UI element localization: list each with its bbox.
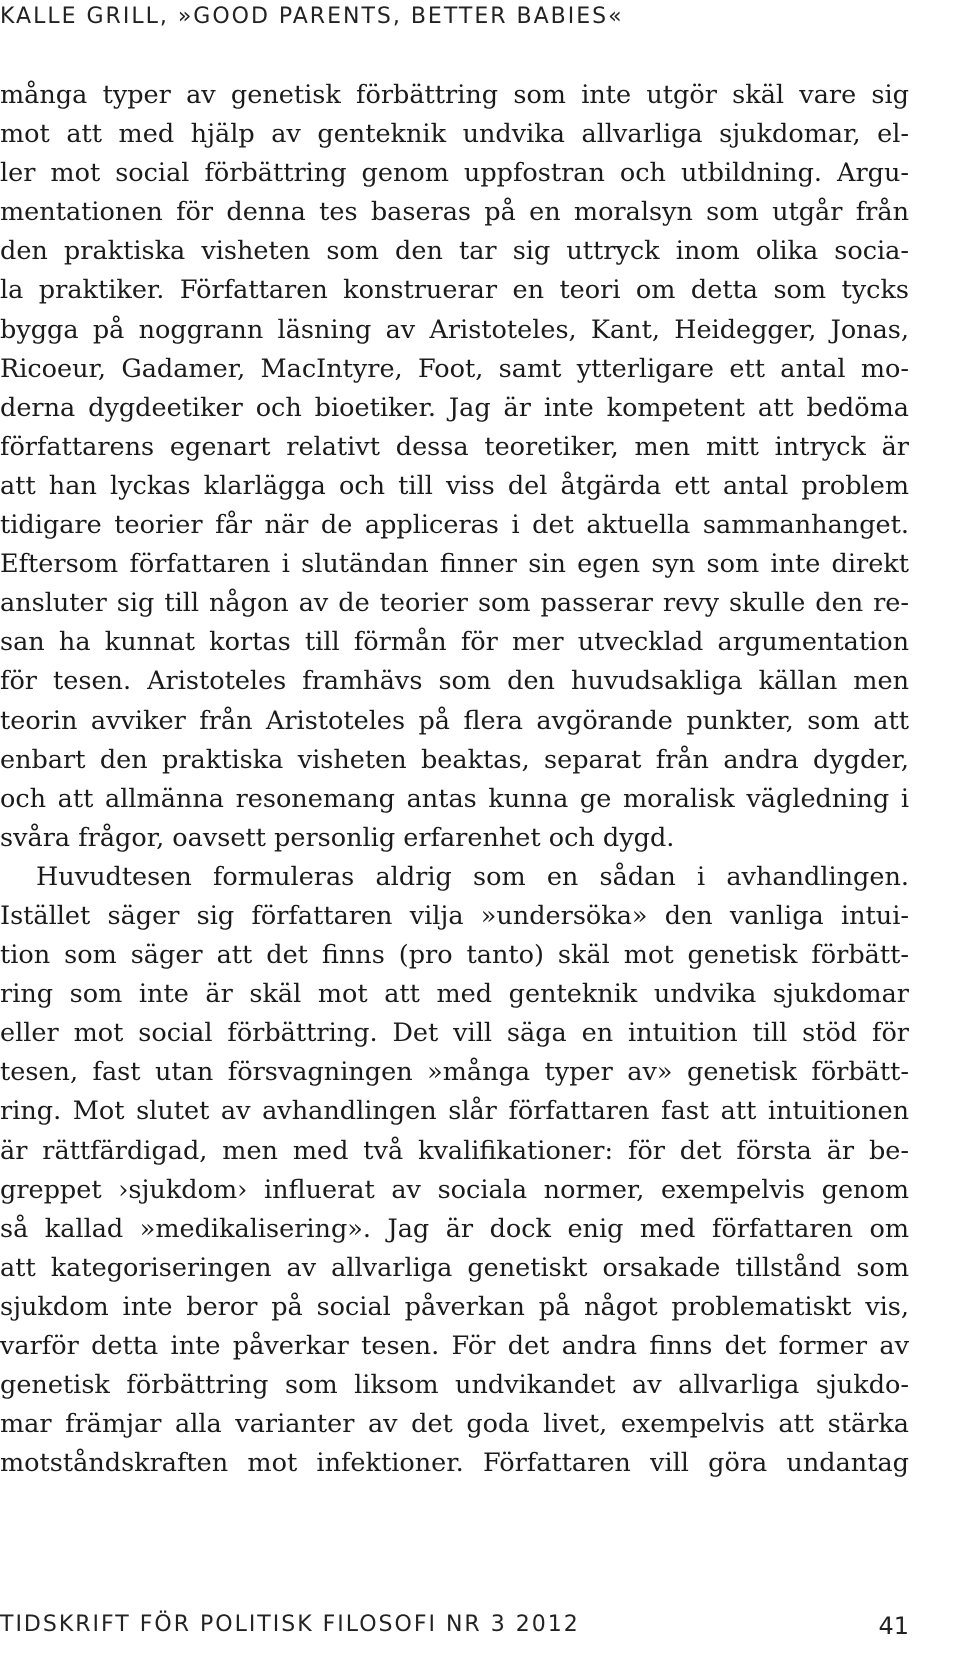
text-line: tion som säger att det finns (pro tanto) skäl mot genetisk förbätt- [0,940,909,971]
journal-title: TIDSKRIFT FÖR POLITISK FILOSOFI NR 3 2012 [0,1612,580,1637]
text-line: för tesen. Aristoteles framhävs som den huvudsakliga källan men [0,666,909,697]
text-line: många typer av genetisk förbättring som inte utgör skäl vare sig [0,80,909,110]
text-line: Ricoeur, Gadamer, MacIntyre, Foot, samt ytterligare ett antal mo- [0,353,909,384]
text-line: att kategoriseringen av allvarliga genetiskt orsakade tillstånd som [0,1252,909,1283]
page-number: 41 [878,1612,909,1640]
text-line: ansluter sig till någon av de teorier som passerar revy skulle den re- [0,588,909,619]
text-line: san ha kunnat kortas till förmån för mer utvecklad argumentation [0,627,909,658]
text-line: motståndskraften mot infektioner. Författaren vill göra undantag [0,1448,909,1479]
text-line: den praktiska visheten som den tar sig uttryck inom olika socia- [0,236,909,267]
text-line: varför detta inte påverkar tesen. För det andra finns det former av [0,1331,909,1361]
text-line: så kallad »medikalisering». Jag är dock enig med författaren om [0,1213,909,1244]
text-line: greppet ›sjukdom› influerat av sociala normer, exempelvis genom [0,1174,909,1205]
text-line: tidigare teorier får när de appliceras i det aktuella sammanhanget. [0,510,909,541]
text-line: Istället säger sig författaren vilja »undersöka» den vanliga intui- [0,900,909,931]
text-line: mot att med hjälp av genteknik undvika allvarliga sjukdomar, el- [0,119,909,150]
text-line: svåra frågor, oavsett personlig erfarenhet och dygd. [0,822,675,853]
text-line: ler mot social förbättring genom uppfostran och utbildning. Argu- [0,158,909,189]
text-line: ring. Mot slutet av avhandlingen slår författaren fast att intuitionen [0,1096,909,1127]
text-line: Huvudtesen formuleras aldrig som en sådan i avhandlingen. [36,861,909,892]
text-line: tesen, fast utan försvagningen »många typer av» genetisk förbätt- [0,1057,909,1088]
text-line: Eftersom författaren i slutändan finner sin egen syn som inte direkt [0,549,909,580]
text-line: la praktiker. Författaren konstruerar en teori om detta som tycks [0,275,909,306]
text-line: derna dygdeetiker och bioetiker. Jag är inte kompetent att bedöma [0,392,909,423]
text-line: mentationen för denna tes baseras på en moralsyn som utgår från [0,197,909,228]
text-line: enbart den praktiska visheten beaktas, separat från andra dygder, [0,744,909,775]
text-line: ring som inte är skäl mot att med genteknik undvika sjukdomar [0,979,909,1010]
paragraph [0,76,909,858]
text-line: författarens egenart relativt dessa teoretiker, men mitt intryck är [0,431,909,462]
paragraph [0,858,909,1484]
text-line: att han lyckas klarlägga och till viss del åtgärda ett antal problem [0,470,909,501]
running-head: KALLE GRILL, »GOOD PARENTS, BETTER BABIES« [0,4,624,29]
body-text [0,76,909,1483]
text-line: och att allmänna resonemang antas kunna ge moralisk vägledning i [0,783,909,814]
text-line: teorin avviker från Aristoteles på flera avgörande punkter, som att [0,705,909,736]
text-line: är rättfärdigad, men med två kvalifikationer: för det första är be- [0,1135,909,1166]
text-line: sjukdom inte beror på social påverkan på något problematiskt vis, [0,1291,909,1322]
text-line: mar främjar alla varianter av det goda livet, exempelvis att stärka [0,1409,909,1440]
text-line: eller mot social förbättring. Det vill säga en intuition till stöd för [0,1018,909,1049]
text-line: bygga på noggrann läsning av Aristoteles, Kant, Heidegger, Jonas, [0,314,909,345]
text-line: genetisk förbättring som liksom undvikandet av allvarliga sjukdo- [0,1370,909,1401]
